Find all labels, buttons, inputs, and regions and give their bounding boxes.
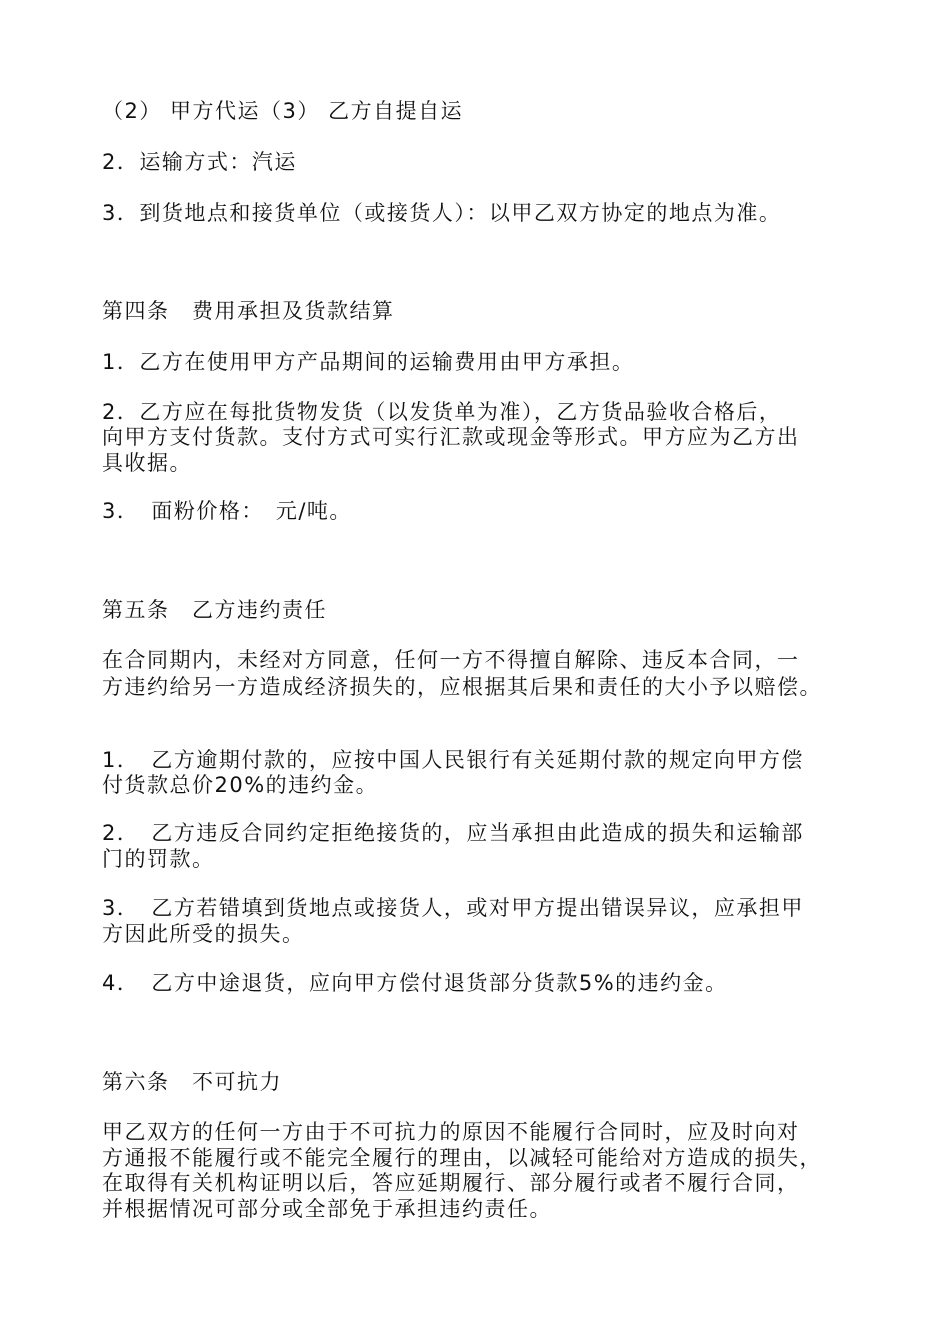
- transport-option-line: （2） 甲方代运（3） 乙方自提自运: [102, 99, 464, 123]
- article5-heading: 第五条 乙方违约责任: [102, 598, 327, 622]
- article5-item2-line: 门的罚款。: [102, 847, 215, 871]
- article4-item2-line: 2．乙方应在每批货物发货（以发货单为准），乙方货品验收合格后，: [102, 400, 782, 424]
- article5-item1-line: 付货款总价20%的违约金。: [102, 773, 379, 797]
- article5-item4: 4． 乙方中途退货，应向甲方偿付退货部分货款5%的违约金。: [102, 971, 728, 995]
- article4-heading: 第四条 费用承担及货款结算: [102, 299, 395, 323]
- article6-body-line: 在取得有关机构证明以后，答应延期履行、部分履行或者不履行合同，: [102, 1171, 800, 1195]
- article5-item3-line: 方因此所受的损失。: [102, 922, 305, 946]
- article5-item2-line: 2． 乙方违反合同约定拒绝接货的，应当承担由此造成的损失和运输部: [102, 821, 804, 845]
- article6-body-line: 方通报不能履行或不能完全履行的理由，以减轻可能给对方造成的损失，: [102, 1146, 822, 1170]
- article5-intro-line: 方违约给另一方造成经济损失的，应根据其后果和责任的大小予以赔偿。: [102, 675, 822, 699]
- article4-item2-line: 向甲方支付货款。支付方式可实行汇款或现金等形式。甲方应为乙方出: [102, 425, 800, 449]
- article6-heading: 第六条 不可抗力: [102, 1070, 282, 1094]
- transport-mode: 2．运输方式：汽运: [102, 150, 297, 174]
- article5-intro-line: 在合同期内，未经对方同意，任何一方不得擅自解除、违反本合同，一: [102, 648, 800, 672]
- article6-body-line: 甲乙双方的任何一方由于不可抗力的原因不能履行合同时，应及时向对: [102, 1120, 800, 1144]
- article6-body-line: 并根据情况可部分或全部免于承担违约责任。: [102, 1197, 552, 1221]
- article4-item1: 1．乙方在使用甲方产品期间的运输费用由甲方承担。: [102, 350, 635, 374]
- article4-item2-line: 具收据。: [102, 451, 192, 475]
- transport-destination: 3．到货地点和接货单位（或接货人）：以甲乙双方协定的地点为准。: [102, 201, 782, 225]
- article4-item3: 3． 面粉价格： 元/吨。: [102, 499, 352, 523]
- article5-item1-line: 1． 乙方逾期付款的，应按中国人民银行有关延期付款的规定向甲方偿: [102, 748, 804, 772]
- article5-item3-line: 3． 乙方若错填到货地点或接货人，或对甲方提出错误异议，应承担甲: [102, 896, 804, 920]
